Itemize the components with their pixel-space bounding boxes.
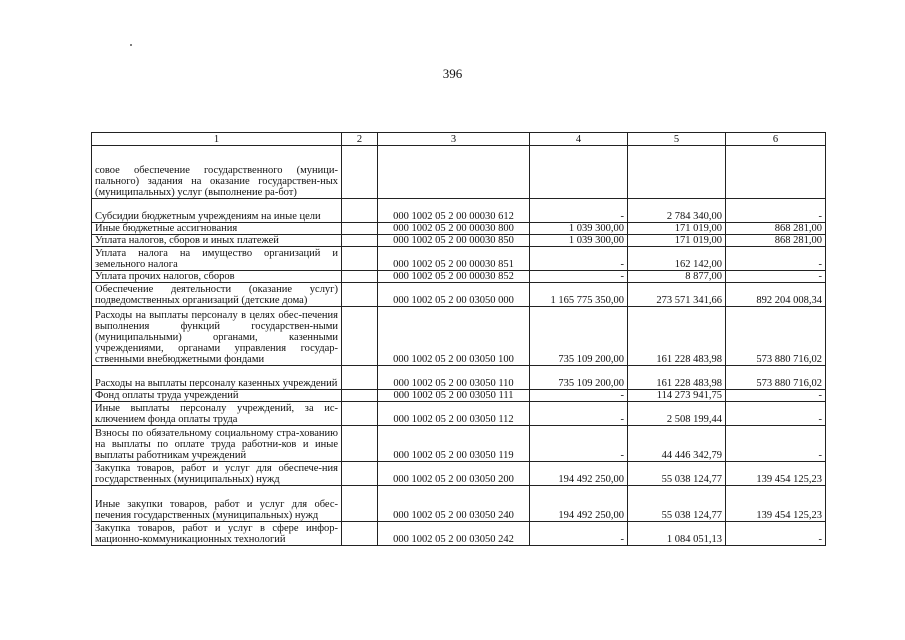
header-col-1: 1 [92, 133, 342, 146]
row-value-col-6: 573 880 716,02 [726, 307, 826, 366]
row-value-col-4: 735 109 200,00 [530, 366, 628, 390]
row-value-col-4: 735 109 200,00 [530, 307, 628, 366]
row-value-col-4: - [530, 247, 628, 271]
table-row [92, 462, 826, 486]
row-budget-code [378, 146, 530, 199]
row-budget-code: 000 1002 05 2 00 03050 119 [378, 426, 530, 462]
row-description: Субсидии бюджетным учреждениям на иные цели [92, 199, 342, 223]
row-budget-code: 000 1002 05 2 00 03050 242 [378, 522, 530, 546]
header-col-5: 5 [628, 133, 726, 146]
row-col-2 [342, 462, 378, 486]
table-row [92, 271, 826, 283]
row-budget-code: 000 1002 05 2 00 03050 200 [378, 462, 530, 486]
row-col-2 [342, 307, 378, 366]
row-budget-code: 000 1002 05 2 00 00030 851 [378, 247, 530, 271]
row-description: Иные бюджетные ассигнования [92, 223, 342, 235]
row-value-col-4: 194 492 250,00 [530, 462, 628, 486]
row-value-col-4: - [530, 426, 628, 462]
page-number: 396 [442, 66, 463, 81]
row-description: Закупка товаров, работ и услуг в сфере инфор-мационно-коммуникационных технологий [92, 522, 342, 546]
table-row [92, 223, 826, 235]
row-value-col-4 [530, 146, 628, 199]
row-value-col-5: 2 784 340,00 [628, 199, 726, 223]
table-row [92, 402, 826, 426]
row-col-2 [342, 247, 378, 271]
table-row [92, 426, 826, 462]
row-value-col-5: 171 019,00 [628, 235, 726, 247]
row-col-2 [342, 486, 378, 522]
budget-table [91, 132, 826, 546]
table-row [92, 235, 826, 247]
table-row [92, 390, 826, 402]
row-description: Уплата налога на имущество организаций и земельного налога [92, 247, 342, 271]
row-value-col-6: - [726, 390, 826, 402]
row-budget-code: 000 1002 05 2 00 03050 111 [378, 390, 530, 402]
row-description: Расходы на выплаты персоналу казенных учреждений [92, 366, 342, 390]
row-description: Закупка товаров, работ и услуг для обеспече-ния государственных (муниципальных) нужд [92, 462, 342, 486]
row-value-col-4: 1 039 300,00 [530, 235, 628, 247]
row-description: Иные закупки товаров, работ и услуг для обес-печения государственных (муниципальных) нужд [92, 486, 342, 522]
row-value-col-5: 1 084 051,13 [628, 522, 726, 546]
row-col-2 [342, 146, 378, 199]
row-value-col-4: 1 039 300,00 [530, 223, 628, 235]
row-value-col-6: 868 281,00 [726, 223, 826, 235]
row-col-2 [342, 390, 378, 402]
header-col-6: 6 [726, 133, 826, 146]
row-col-2 [342, 271, 378, 283]
table-row [92, 486, 826, 522]
table-row [92, 522, 826, 546]
row-budget-code: 000 1002 05 2 00 03050 112 [378, 402, 530, 426]
row-description: Обеспечение деятельности (оказание услуг) подведомственных организаций (детские дома) [92, 283, 342, 307]
header-col-3: 3 [378, 133, 530, 146]
header-col-4: 4 [530, 133, 628, 146]
row-value-col-4: - [530, 390, 628, 402]
row-value-col-6: 868 281,00 [726, 235, 826, 247]
header-col-2: 2 [342, 133, 378, 146]
row-value-col-4: 1 165 775 350,00 [530, 283, 628, 307]
row-value-col-4: - [530, 199, 628, 223]
row-col-2 [342, 366, 378, 390]
row-description: совое обеспечение государственного (муници-пального) задания на оказание государствен-ных (муниципальных) услуг (выполнение ра-бот) [92, 146, 342, 199]
table-row [92, 307, 826, 366]
row-description: Иные выплаты персоналу учреждений, за ис-ключением фонда оплаты труда [92, 402, 342, 426]
row-col-2 [342, 223, 378, 235]
row-col-2 [342, 235, 378, 247]
row-value-col-6: 139 454 125,23 [726, 462, 826, 486]
row-value-col-5: 162 142,00 [628, 247, 726, 271]
scan-speck [130, 44, 132, 46]
row-value-col-4: 194 492 250,00 [530, 486, 628, 522]
row-value-col-6: 892 204 008,34 [726, 283, 826, 307]
row-budget-code: 000 1002 05 2 00 00030 850 [378, 235, 530, 247]
row-budget-code: 000 1002 05 2 00 03050 110 [378, 366, 530, 390]
row-value-col-4: - [530, 522, 628, 546]
row-value-col-6: - [726, 247, 826, 271]
row-description: Уплата налогов, сборов и иных платежей [92, 235, 342, 247]
row-value-col-6: - [726, 522, 826, 546]
row-value-col-5: 273 571 341,66 [628, 283, 726, 307]
row-value-col-5: 44 446 342,79 [628, 426, 726, 462]
row-budget-code: 000 1002 05 2 00 03050 100 [378, 307, 530, 366]
table-row [92, 283, 826, 307]
row-value-col-6: - [726, 426, 826, 462]
row-budget-code: 000 1002 05 2 00 00030 800 [378, 223, 530, 235]
table-row [92, 247, 826, 271]
row-value-col-6: - [726, 199, 826, 223]
table-row [92, 199, 826, 223]
row-value-col-6 [726, 146, 826, 199]
header-row [92, 133, 826, 146]
row-value-col-5: 114 273 941,75 [628, 390, 726, 402]
row-col-2 [342, 522, 378, 546]
row-value-col-6: 139 454 125,23 [726, 486, 826, 522]
row-description: Взносы по обязательному социальному стра-хованию на выплаты по оплате труда работни-ков и иные выплаты работникам учреждений [92, 426, 342, 462]
row-col-2 [342, 199, 378, 223]
row-col-2 [342, 402, 378, 426]
row-budget-code: 000 1002 05 2 00 00030 612 [378, 199, 530, 223]
row-col-2 [342, 283, 378, 307]
row-value-col-4: - [530, 271, 628, 283]
row-value-col-5 [628, 146, 726, 199]
row-value-col-6: - [726, 402, 826, 426]
row-value-col-5: 55 038 124,77 [628, 462, 726, 486]
row-description: Расходы на выплаты персоналу в целях обес-печения выполнения функций государствен-ными (муниципальными) органами, казенными учреждениями, органами управления государ-ственными внебюджетными фондами [92, 307, 342, 366]
row-value-col-4: - [530, 402, 628, 426]
table-row [92, 366, 826, 390]
row-value-col-5: 55 038 124,77 [628, 486, 726, 522]
row-value-col-6: - [726, 271, 826, 283]
row-budget-code: 000 1002 05 2 00 00030 852 [378, 271, 530, 283]
row-description: Уплата прочих налогов, сборов [92, 271, 342, 283]
row-col-2 [342, 426, 378, 462]
table-row [92, 146, 826, 199]
row-budget-code: 000 1002 05 2 00 03050 000 [378, 283, 530, 307]
row-value-col-6: 573 880 716,02 [726, 366, 826, 390]
row-value-col-5: 8 877,00 [628, 271, 726, 283]
row-value-col-5: 161 228 483,98 [628, 307, 726, 366]
row-value-col-5: 171 019,00 [628, 223, 726, 235]
row-value-col-5: 2 508 199,44 [628, 402, 726, 426]
row-value-col-5: 161 228 483,98 [628, 366, 726, 390]
row-budget-code: 000 1002 05 2 00 03050 240 [378, 486, 530, 522]
row-description: Фонд оплаты труда учреждений [92, 390, 342, 402]
